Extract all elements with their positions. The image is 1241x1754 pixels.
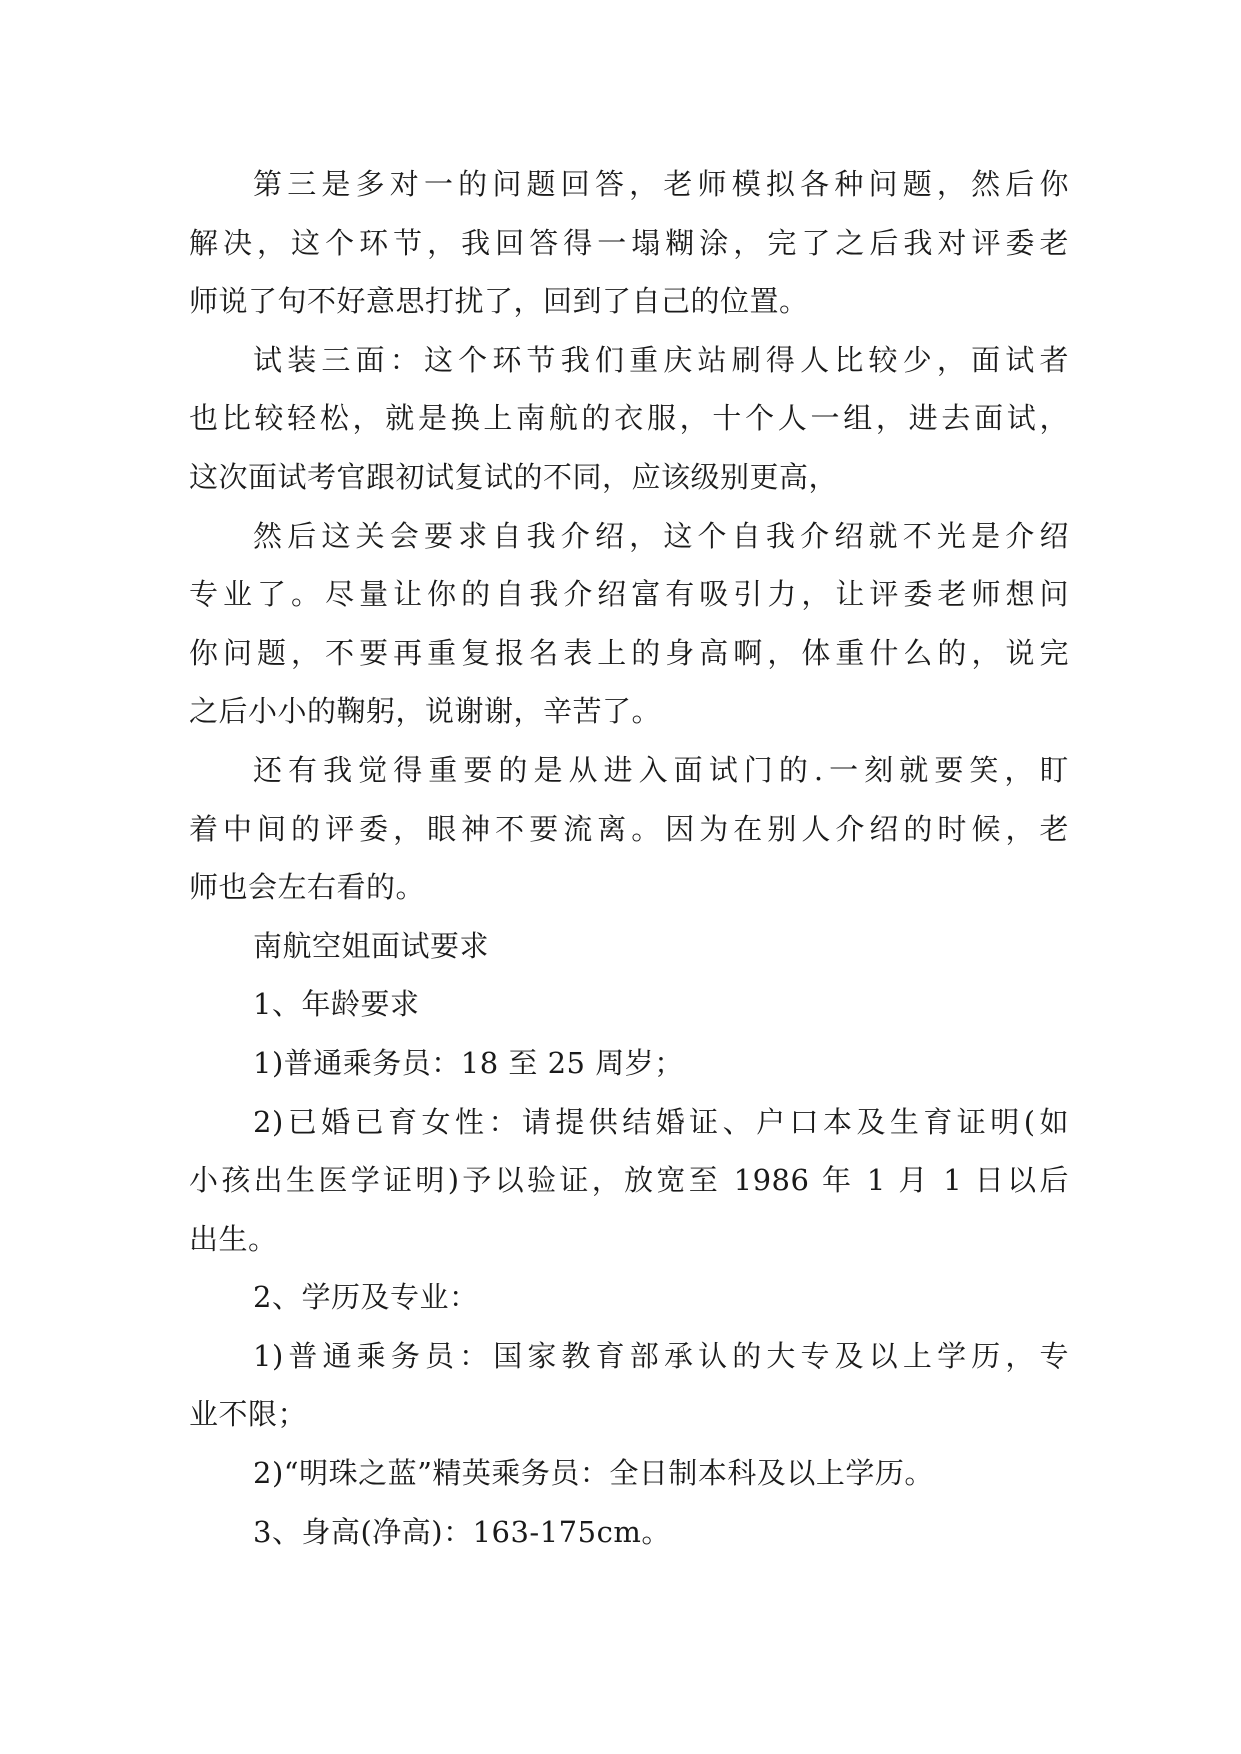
paragraph	[189, 331, 1069, 507]
text-line: 之后小小的鞠躬，说谢谢，辛苦了。	[189, 694, 662, 729]
text-line: 2、学历及专业：	[253, 1280, 479, 1315]
text-line: 试装三面：这个环节我们重庆站刷得人比较少，面试者	[253, 342, 1069, 377]
paragraph	[189, 155, 1069, 331]
paragraph	[189, 507, 1069, 741]
text-line: 南航空姐面试要求	[253, 928, 490, 963]
list-item	[189, 1034, 1069, 1093]
text-line: 1)普通乘务员：18 至 25 周岁；	[253, 1045, 684, 1080]
list-heading	[189, 1503, 1069, 1562]
section-heading	[189, 917, 1069, 976]
text-line: 出生。	[189, 1221, 278, 1256]
list-item	[189, 1093, 1069, 1269]
text-line: 也比较轻松，就是换上南航的衣服，十个人一组，进去面试，	[189, 401, 1069, 436]
text-line: 2)“明珠之蓝”精英乘务员：全日制本科及以上学历。	[253, 1456, 934, 1491]
text-line: 师说了句不好意思打扰了，回到了自己的位置。	[189, 284, 809, 319]
list-item	[189, 1444, 1069, 1503]
text-line: 业不限；	[189, 1397, 308, 1432]
text-line: 专业了。尽量让你的自我介绍富有吸引力，让评委老师想问	[189, 577, 1069, 612]
text-line: 3、身高(净高)：163-175cm。	[253, 1514, 671, 1549]
paragraph	[189, 741, 1069, 917]
text-line: 这次面试考官跟初试复试的不同，应该级别更高，	[189, 459, 839, 494]
text-line: 你问题，不要再重复报名表上的身高啊，体重什么的，说完	[189, 635, 1069, 670]
text-line: 2)已婚已育女性：请提供结婚证、户口本及生育证明(如	[253, 1104, 1069, 1139]
text-line: 1、年龄要求	[253, 987, 420, 1022]
text-line: 第三是多对一的问题回答，老师模拟各种问题，然后你	[253, 167, 1069, 201]
text-line: 着中间的评委，眼神不要流离。因为在别人介绍的时候，老	[189, 811, 1069, 846]
text-line: 然后这关会要求自我介绍，这个自我介绍就不光是介绍	[253, 518, 1069, 553]
text-line: 解决，这个环节，我回答得一塌糊涂，完了之后我对评委老	[189, 225, 1069, 260]
list-item	[189, 1327, 1069, 1444]
text-line: 还有我觉得重要的是从进入面试门的.一刻就要笑，盯	[253, 752, 1069, 787]
document-body	[189, 155, 1069, 1561]
text-line: 师也会左右看的。	[189, 870, 426, 905]
list-heading	[189, 975, 1069, 1034]
text-line: 1)普通乘务员：国家教育部承认的大专及以上学历，专	[253, 1338, 1069, 1373]
text-line: 小孩出生医学证明)予以验证，放宽至 1986 年 1 月 1 日以后	[189, 1163, 1069, 1198]
list-heading	[189, 1268, 1069, 1327]
